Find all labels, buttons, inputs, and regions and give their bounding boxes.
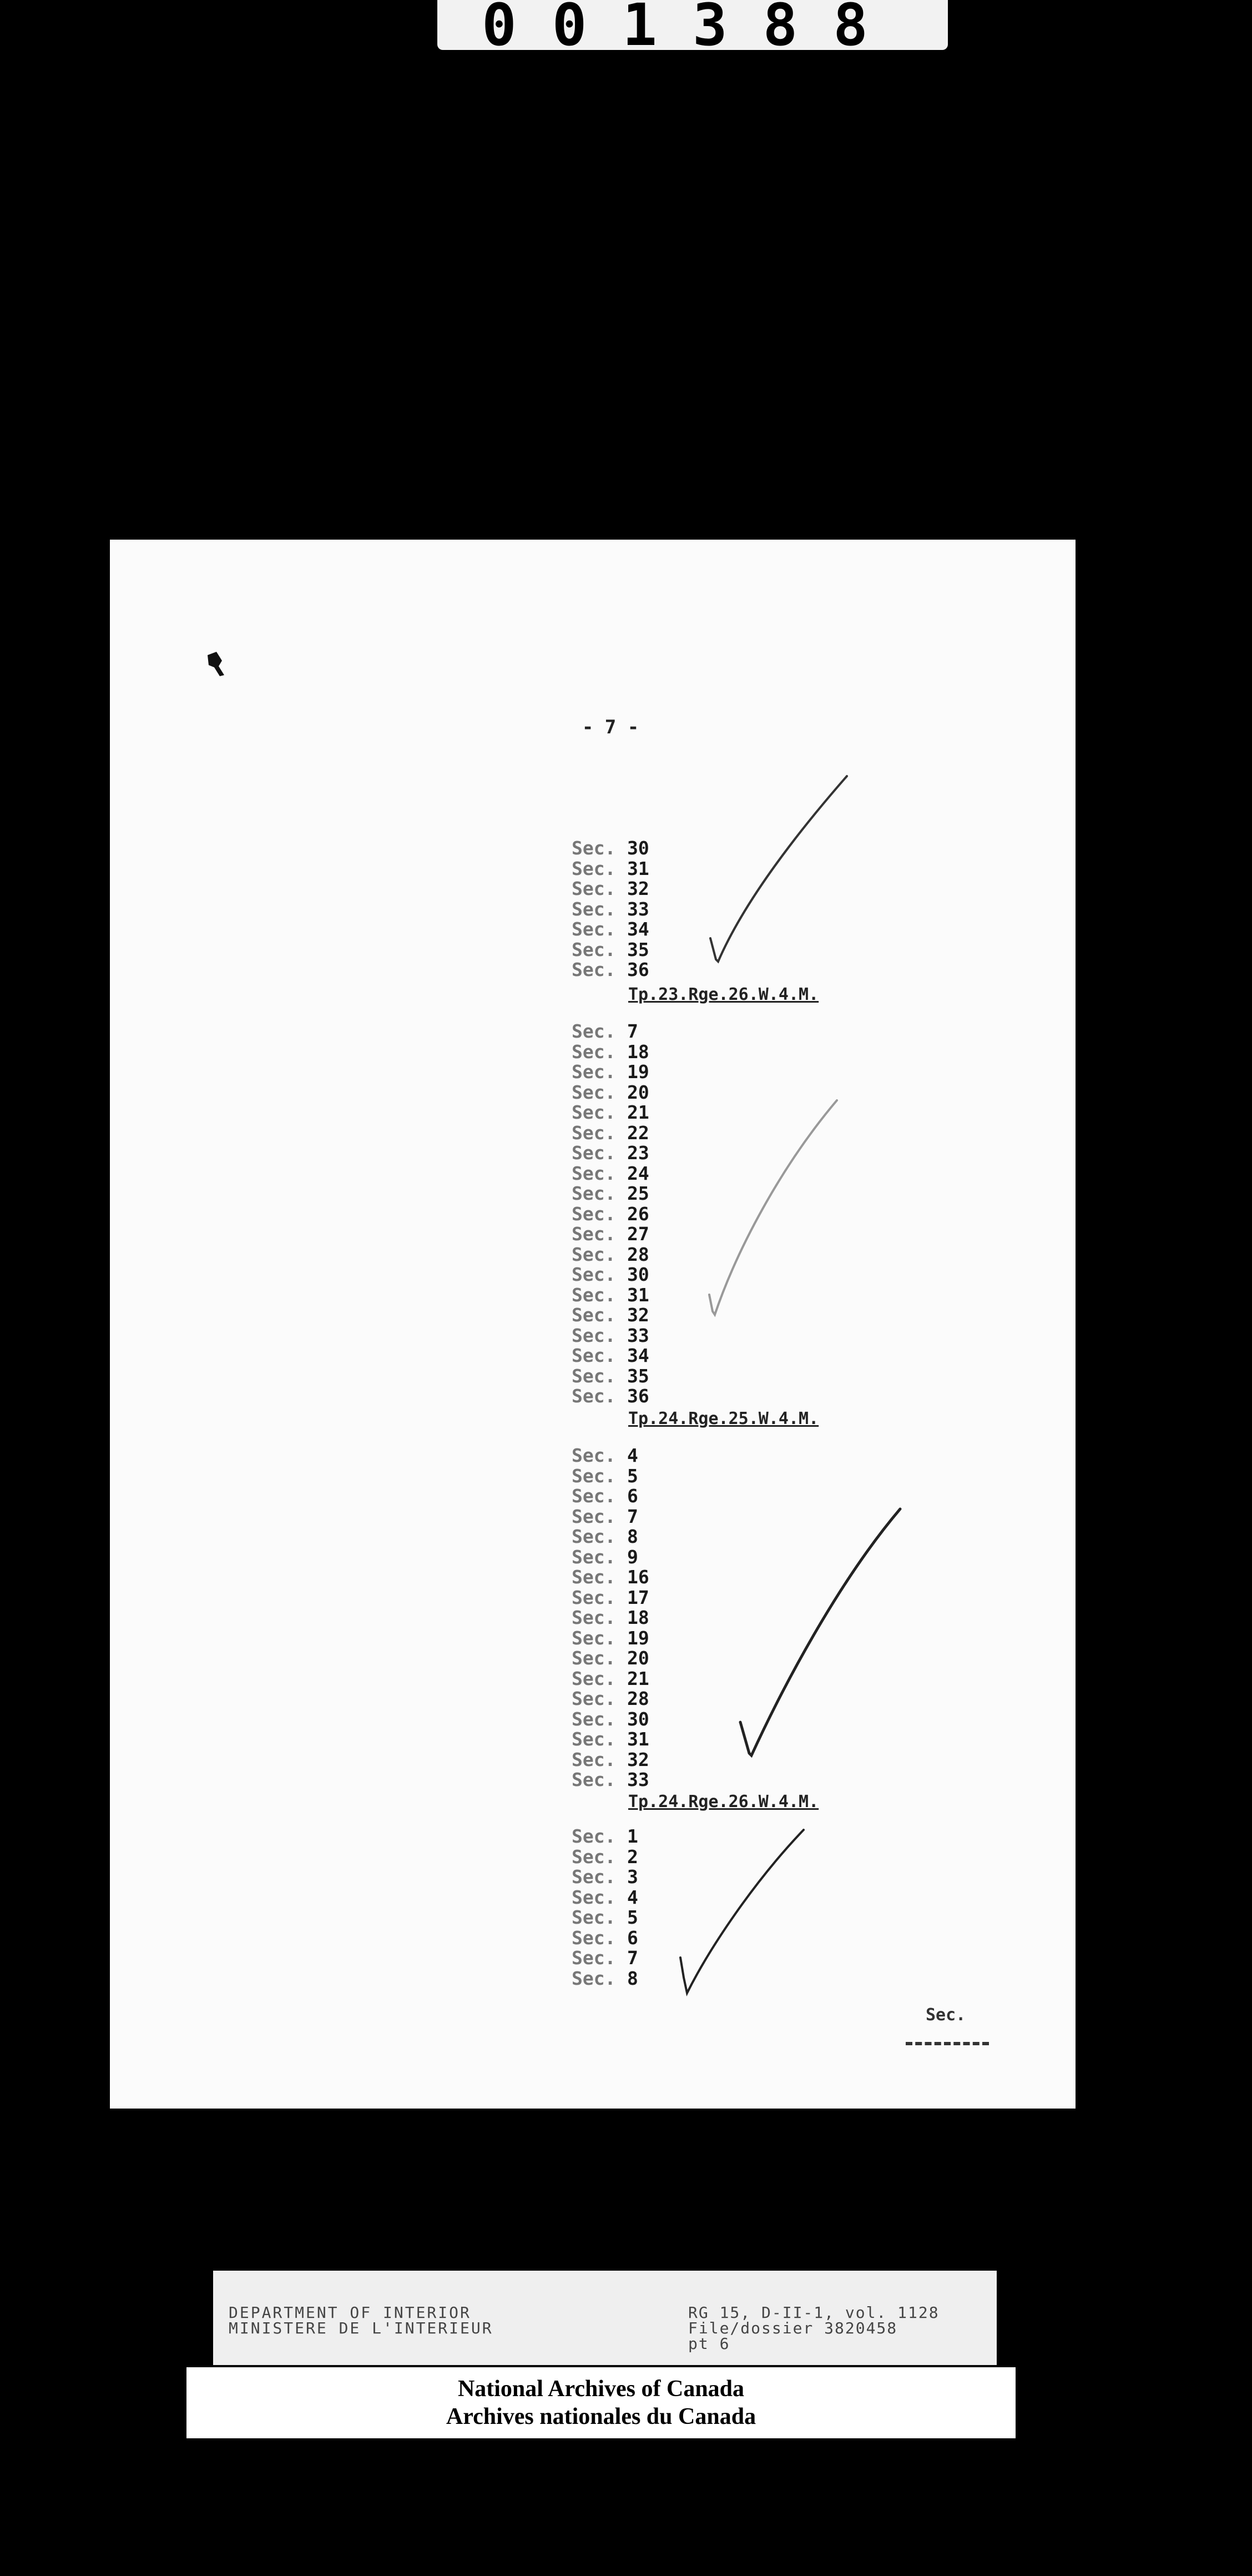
section-number: 16 — [627, 1566, 649, 1588]
section-row — [572, 1969, 638, 1989]
section-number: 27 — [627, 1223, 649, 1245]
section-row — [572, 1948, 638, 1969]
section-prefix: Sec. — [572, 1886, 616, 1908]
section-row — [572, 1567, 649, 1588]
section-prefix: Sec. — [572, 1627, 616, 1649]
section-row — [572, 1729, 649, 1750]
section-prefix: Sec. — [572, 1101, 616, 1123]
section-prefix: Sec. — [572, 1081, 616, 1103]
section-number: 31 — [627, 857, 649, 879]
section-number: 25 — [627, 1183, 649, 1204]
section-number: 5 — [627, 1465, 638, 1487]
section-prefix: Sec. — [572, 1926, 616, 1949]
frame-counter: 001388 — [437, 0, 948, 50]
section-prefix: Sec. — [572, 1243, 616, 1265]
section-row — [572, 1042, 649, 1063]
footer-rule — [906, 2042, 989, 2045]
section-number: 35 — [627, 1365, 649, 1387]
section-number: 34 — [627, 918, 649, 940]
section-row — [572, 1547, 649, 1568]
section-number: 6 — [627, 1485, 638, 1507]
section-prefix: Sec. — [572, 1526, 616, 1547]
section-row — [572, 1366, 649, 1387]
section-prefix: Sec. — [572, 878, 616, 899]
section-prefix: Sec. — [572, 837, 616, 859]
section-prefix: Sec. — [572, 1586, 616, 1608]
section-number: 28 — [627, 1688, 649, 1709]
section-number: 21 — [627, 1667, 649, 1689]
section-number: 8 — [627, 1967, 638, 1989]
section-prefix: Sec. — [572, 1688, 616, 1709]
section-prefix: Sec. — [572, 1203, 616, 1225]
section-number: 32 — [627, 878, 649, 899]
section-row — [572, 1827, 638, 1847]
section-number: 30 — [627, 1708, 649, 1730]
section-number: 2 — [627, 1845, 638, 1868]
section-prefix: Sec. — [572, 1183, 616, 1204]
section-row — [572, 1527, 649, 1547]
section-prefix: Sec. — [572, 1485, 616, 1507]
section-number: 36 — [627, 1385, 649, 1407]
section-row — [572, 1204, 649, 1225]
section-row — [572, 1265, 649, 1285]
footer-sec: Sec. — [926, 2005, 966, 2025]
page-number: - 7 - — [582, 716, 639, 738]
section-group-3 — [572, 1446, 649, 1790]
section-row — [572, 1888, 638, 1908]
section-row — [572, 1628, 649, 1649]
section-prefix: Sec. — [572, 1445, 616, 1466]
section-number: 33 — [627, 1769, 649, 1790]
section-number: 3 — [627, 1866, 638, 1888]
section-number: 17 — [627, 1586, 649, 1608]
section-number: 20 — [627, 1081, 649, 1103]
section-row — [572, 1285, 649, 1306]
check-mark-3 — [738, 1505, 905, 1765]
section-row — [572, 1245, 649, 1265]
section-row — [572, 1123, 649, 1144]
section-number: 7 — [627, 1020, 638, 1042]
section-row — [572, 1466, 649, 1487]
section-row — [572, 1062, 649, 1083]
township-heading-2: Tp.24.Rge.25.W.4.M. — [628, 1409, 819, 1428]
township-heading-3: Tp.24.Rge.26.W.4.M. — [628, 1792, 819, 1812]
section-prefix: Sec. — [572, 1465, 616, 1487]
section-number: 4 — [627, 1445, 638, 1466]
archives-name-en: National Archives of Canada — [457, 2376, 745, 2402]
section-prefix: Sec. — [572, 1845, 616, 1868]
section-row — [572, 1867, 638, 1888]
check-mark-4 — [676, 1827, 809, 2004]
section-prefix: Sec. — [572, 1385, 616, 1407]
section-number: 6 — [627, 1926, 638, 1949]
section-number: 19 — [627, 1627, 649, 1649]
section-group-1 — [572, 838, 649, 980]
section-prefix: Sec. — [572, 1769, 616, 1790]
section-number: 36 — [627, 959, 649, 980]
section-row — [572, 1326, 649, 1346]
section-prefix: Sec. — [572, 1061, 616, 1083]
section-row — [572, 838, 649, 859]
section-row — [572, 1446, 649, 1466]
section-number: 33 — [627, 898, 649, 920]
section-prefix: Sec. — [572, 1264, 616, 1285]
section-row — [572, 1346, 649, 1366]
section-number: 30 — [627, 1264, 649, 1285]
section-row — [572, 1143, 649, 1164]
section-number: 34 — [627, 1345, 649, 1366]
section-number: 24 — [627, 1162, 649, 1184]
section-prefix: Sec. — [572, 898, 616, 920]
section-number: 8 — [627, 1526, 638, 1547]
section-number: 22 — [627, 1121, 649, 1144]
section-number: 1 — [627, 1825, 638, 1847]
section-group-2 — [572, 1022, 649, 1407]
township-heading-1: Tp.23.Rge.26.W.4.M. — [628, 985, 819, 1004]
section-number: 28 — [627, 1243, 649, 1265]
section-number: 18 — [627, 1040, 649, 1063]
section-prefix: Sec. — [572, 1866, 616, 1888]
section-row — [572, 1083, 649, 1103]
section-row — [572, 1709, 649, 1730]
section-row — [572, 1588, 649, 1608]
reference-volume: RG 15, D-II-1, vol. 1128 — [688, 2303, 940, 2322]
section-number: 18 — [627, 1607, 649, 1628]
reference-file: File/dossier 3820458 — [688, 2319, 898, 2337]
reference-part: pt 6 — [688, 2334, 730, 2353]
section-number: 9 — [627, 1546, 638, 1568]
section-prefix: Sec. — [572, 1667, 616, 1689]
section-row — [572, 1669, 649, 1689]
archives-banner — [186, 2367, 1016, 2438]
section-prefix: Sec. — [572, 857, 616, 879]
section-row — [572, 1689, 649, 1709]
section-row — [572, 1164, 649, 1184]
section-prefix: Sec. — [572, 918, 616, 940]
section-prefix: Sec. — [572, 1505, 616, 1527]
section-number: 35 — [627, 938, 649, 960]
section-prefix: Sec. — [572, 938, 616, 960]
archives-name-fr: Archives nationales du Canada — [446, 2404, 756, 2429]
section-prefix: Sec. — [572, 1121, 616, 1144]
section-prefix: Sec. — [572, 1967, 616, 1989]
section-row — [572, 1770, 649, 1790]
section-row — [572, 960, 649, 980]
section-row — [572, 1386, 649, 1407]
section-row — [572, 1507, 649, 1527]
section-number: 32 — [627, 1304, 649, 1326]
section-row — [572, 1908, 638, 1928]
section-prefix: Sec. — [572, 1304, 616, 1326]
section-number: 31 — [627, 1284, 649, 1306]
section-group-4 — [572, 1827, 638, 1989]
section-row — [572, 1750, 649, 1770]
section-prefix: Sec. — [572, 1906, 616, 1928]
check-mark-1 — [704, 772, 854, 972]
section-row — [572, 1103, 649, 1123]
citation-strip — [213, 2271, 997, 2365]
section-prefix: Sec. — [572, 1748, 616, 1770]
section-prefix: Sec. — [572, 1825, 616, 1847]
department-lines — [229, 2305, 493, 2336]
section-number: 23 — [627, 1142, 649, 1164]
section-prefix: Sec. — [572, 1040, 616, 1063]
section-row — [572, 1847, 638, 1868]
section-number: 26 — [627, 1203, 649, 1225]
section-prefix: Sec. — [572, 1020, 616, 1042]
section-row — [572, 1224, 649, 1245]
section-row — [572, 899, 649, 920]
section-number: 32 — [627, 1748, 649, 1770]
section-number: 19 — [627, 1061, 649, 1083]
section-prefix: Sec. — [572, 1345, 616, 1366]
section-row — [572, 1486, 649, 1507]
section-prefix: Sec. — [572, 1546, 616, 1568]
ink-speck — [200, 644, 239, 683]
section-prefix: Sec. — [572, 959, 616, 980]
section-row — [572, 1608, 649, 1628]
section-prefix: Sec. — [572, 1284, 616, 1306]
section-row — [572, 919, 649, 940]
section-prefix: Sec. — [572, 1728, 616, 1750]
section-row — [572, 1022, 649, 1042]
section-number: 5 — [627, 1906, 638, 1928]
section-prefix: Sec. — [572, 1142, 616, 1164]
department-fr: MINISTERE DE L'INTERIEUR — [229, 2319, 493, 2337]
section-row — [572, 879, 649, 899]
section-prefix: Sec. — [572, 1566, 616, 1588]
section-row — [572, 940, 649, 960]
section-number: 33 — [627, 1324, 649, 1346]
department-en: DEPARTMENT OF INTERIOR — [229, 2303, 471, 2322]
section-row — [572, 859, 649, 879]
section-prefix: Sec. — [572, 1324, 616, 1346]
section-number: 7 — [627, 1505, 638, 1527]
section-row — [572, 1928, 638, 1949]
section-prefix: Sec. — [572, 1223, 616, 1245]
section-prefix: Sec. — [572, 1708, 616, 1730]
section-prefix: Sec. — [572, 1647, 616, 1669]
section-row — [572, 1648, 649, 1669]
section-prefix: Sec. — [572, 1607, 616, 1628]
section-number: 20 — [627, 1647, 649, 1669]
section-number: 4 — [627, 1886, 638, 1908]
section-number: 7 — [627, 1947, 638, 1969]
section-number: 30 — [627, 837, 649, 859]
section-row — [572, 1184, 649, 1204]
section-number: 21 — [627, 1101, 649, 1123]
section-prefix: Sec. — [572, 1947, 616, 1969]
section-prefix: Sec. — [572, 1162, 616, 1184]
section-prefix: Sec. — [572, 1365, 616, 1387]
reference-lines — [688, 2305, 940, 2352]
section-row — [572, 1305, 649, 1326]
section-number: 31 — [627, 1728, 649, 1750]
check-mark-2 — [704, 1094, 842, 1338]
